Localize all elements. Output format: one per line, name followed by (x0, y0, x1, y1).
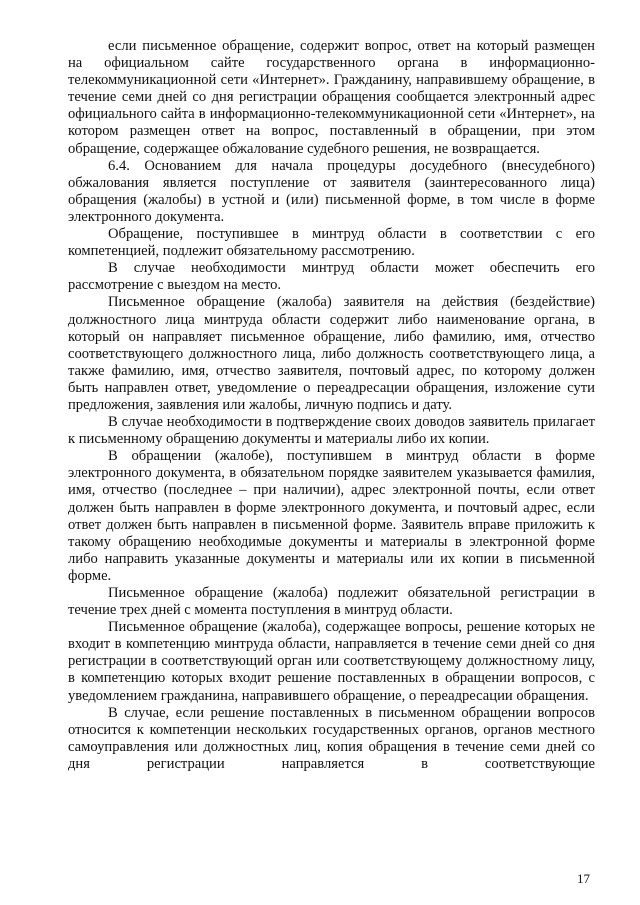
document-body (68, 38, 595, 773)
paragraph-5: Письменное обращение (жалоба) заявителя на действия (бездействие) должностного лица минтруда области содержит либо наименование органа, в который он направляет письменное обращение, либо фамилию, имя, отчество соответствующего должностного лица, либо должность соответствующего лица, а также фамилию, имя, отчество заявителя, почтовый адрес, по которому должен быть направлен ответ, уведомление о переадресации обращения, изложение сути предложения, заявления или жалобы, личную подпись и дату. (68, 294, 595, 413)
paragraph-9: Письменное обращение (жалоба), содержащее вопросы, решение которых не входит в компетенцию минтруда области, направляется в течение семи дней со дня регистрации в соответствующий орган или соответствующему должностному лицу, в компетенцию которых входит решение поставленных в обращении вопросов, с уведомлением гражданина, направившего обращение, о переадресации обращения. (68, 619, 595, 704)
paragraph-6: В случае необходимости в подтверждение своих доводов заявитель прилагает к письменному обращению документы и материалы либо их копии. (68, 414, 595, 448)
page-number: 17 (577, 871, 590, 886)
paragraph-10: В случае, если решение поставленных в письменном обращении вопросов относится к компетенции нескольких государственных органов, органов местного самоуправления или должностных лиц, копия обращения в течение семи дней со дня регистрации направляется в соответствующие (68, 704, 595, 772)
paragraph-2: 6.4. Основанием для начала процедуры досудебного (внесудебного) обжалования является поступление от заявителя (заинтересованного лица) обращения (жалобы) в устной и (или) письменной форме, в том числе в форме электронного документа. (68, 157, 595, 225)
paragraph-4: В случае необходимости минтруд области может обеспечить его рассмотрение с выездом на место. (68, 260, 595, 294)
paragraph-1: если письменное обращение, содержит вопрос, ответ на который размещен на официальном сайте государственного органа в информационно-телекоммуникационной сети «Интернет». Гражданину, направившему обращение, в течение семи дней со дня регистрации обращения сообщается электронный адрес официального сайта в информационно-телекоммуникационной сети «Интернет», на котором размещен ответ на вопрос, поставленный в обращении, при этом обращение, содержащее обжалование судебного решения, не возвращается. (68, 38, 595, 157)
paragraph-7: В обращении (жалобе), поступившем в минтруд области в форме электронного документа, в обязательном порядке заявителем указывается фамилия, имя, отчество (последнее – при наличии), адрес электронной почты, если ответ должен быть направлен в форме электронного документа, и почтовый адрес, если ответ должен быть направлен в письменной форме. Заявитель вправе приложить к такому обращению необходимые документы и материалы в электронной форме либо направить указанные документы и материалы или их копии в письменной форме. (68, 448, 595, 584)
paragraph-3: Обращение, поступившее в минтруд области в соответствии с его компетенцией, подлежит обязательному рассмотрению. (68, 226, 595, 260)
paragraph-8: Письменное обращение (жалоба) подлежит обязательной регистрации в течение трех дней с момента поступления в минтруд области. (68, 585, 595, 619)
